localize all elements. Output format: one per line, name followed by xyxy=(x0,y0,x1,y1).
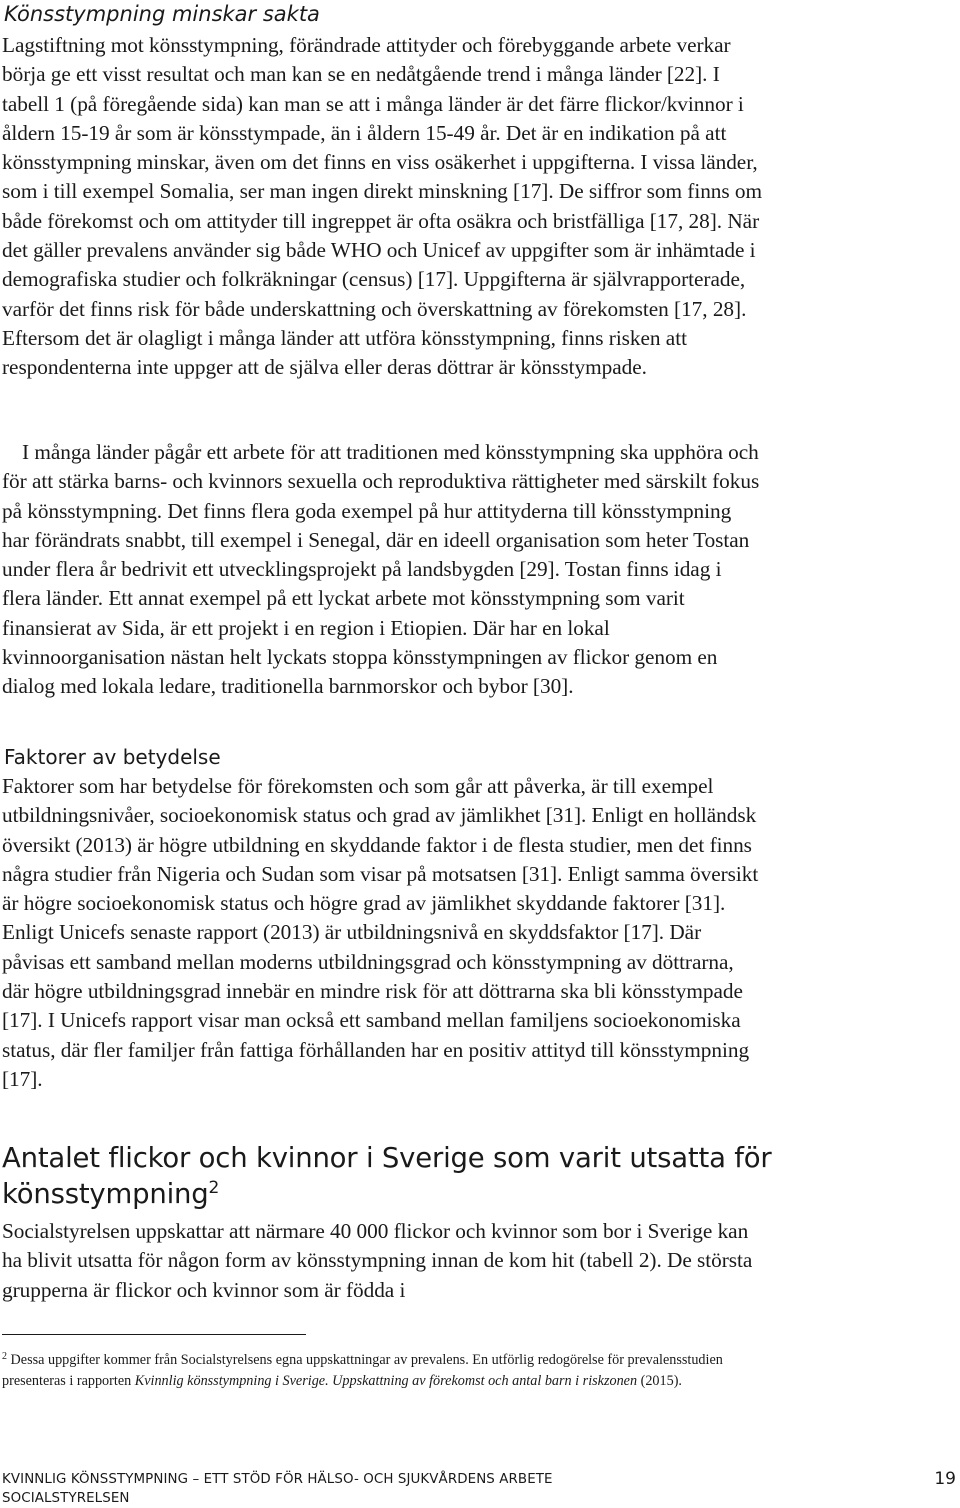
section-heading-konsstympning-minskar: Könsstympning minskar sakta xyxy=(4,2,320,26)
paragraph-faktorer-av-betydelse: Faktorer som har betydelse för förekomsten och som går att påverka, är till exempel utbildningsnivåer, socioekonomisk status och grad av jämlikhet [31]. Enligt en holländsk översikt (2013) är högre utbildning en skyddande faktor i de flesta studier, men det finns några studier från Nigeria och Sudan som visar på motsatsen [31]. Enligt samma översikt är högre socioekonomisk status och högre grad av jämlikhet skyddande faktorer [31]. Enligt Unicefs senaste rapport (2013) är utbildningsnivå en skyddsfaktor [17]. Där påvisas ett samband mellan moderns utbildningsgrad och könsstympning av döttrarna, där högre utbildningsgrad innebär en mindre risk för att döttrarna ska bli könsstympade [17]. I Unicefs rapport visar man också ett samband mellan familjens socioekonomiska status, där fler familjer från fattiga förhållanden har en positiv attityd till könsstympning [17]. xyxy=(2,774,759,1091)
paragraph-konsstympning-minskar: Lagstiftning mot könsstympning, förändrade attityder och förebyggande arbete verkar börja ge ett visst resultat och man kan se en nedåtgående trend i många länder [22]. I tabell 1 (på föregående sida) kan man se att i många länder är det färre flickor/kvinnor i åldern 15-19 år som är könsstympade, än i åldern 15-49 år. Det är en indikation på att könsstympning minskar, även om det finns en viss osäkerhet i uppgifterna. I vissa länder, som i till exempel Somalia, ser man ingen direkt minskning [17]. De siffror som finns om både förekomst och om attityder till ingreppet är ofta osäkra och bristfälliga [17, 28]. När det gäller prevalens använder sig både WHO och Unicef av uppgifter som är inhämtade i demografiska studier och folkräkningar (census) [17]. Uppgifterna är självrapporterade, varför det finns risk för både underskattning och överskattning av förekomsten [17, 28]. Eftersom det är olagligt i många länder att utföra könsstympning, finns risken att respondenterna inte uppger att de själva eller deras döttrar är könsstympade. xyxy=(2,33,763,380)
footnote-report-title: Kvinnlig könsstympning i Sverige. Uppskattning av förekomst och antal barn i riskzonen xyxy=(134,1373,638,1389)
footnote-divider xyxy=(2,1334,306,1335)
paragraph-antalet-flickor: Socialstyrelsen uppskattar att närmare 40 000 flickor och kvinnor som bor i Sverige kan ha blivit utsatta för någon form av könsstympning innan de kom hit (tabell 2). De största grupperna är flickor och kvinnor som är födda i xyxy=(2,1219,753,1302)
footer-title: KVINNLIG KÖNSSTYMPNING – ETT STÖD FÖR HÄLSO- OCH SJUKVÅRDENS ARBETE xyxy=(2,1472,553,1487)
section-heading-antalet-flickor-text: Antalet flickor och kvinnor i Sverige som varit utsatta för könsstympning xyxy=(2,1142,772,1210)
footer-publisher: SOCIALSTYRELSEN xyxy=(2,1491,130,1506)
footnote-number: 2 xyxy=(2,1351,7,1362)
paragraph-arbete-mot-konsstympning: I många länder pågår ett arbete för att traditionen med könsstympning ska upphöra och för att stärka barns- och kvinnors sexuella och reproduktiva rättigheter med särskilt fokus på könsstympning. Det finns flera goda exempel på hur attityderna till könsstympning har förändrats snabbt, till exempel i Senegal, där en ideell organisation som heter Tostan under flera år bedrivit ett utvecklingsprojekt på landsbygden [29]. Tostan finns idag i flera länder. Ett annat exempel på ett lyckat arbete mot könsstympning som varit finansierat av Sida, är ett projekt i en region i Etiopien. Där har en lokal kvinnoorganisation nästan helt lyckats stoppa könsstympningen av flickor genom en dialog med lokala ledare, traditionella barnmorskor och bybor [30]. xyxy=(2,440,760,699)
footnote xyxy=(2,1350,762,1392)
section-heading-faktorer-av-betydelse: Faktorer av betydelse xyxy=(4,745,221,769)
page-number: 19 xyxy=(934,1469,956,1489)
footnote-text-start: Dessa uppgifter kommer från Socialstyrelsens egna uppskattningar av prevalens. En utförlig redogörelse för prevalensstudien presenteras i rapporten xyxy=(2,1352,723,1389)
footnote-text-end: (2015). xyxy=(637,1373,682,1389)
section-heading-antalet-flickor xyxy=(2,1140,782,1212)
footnote-reference[interactable]: 2 xyxy=(208,1178,220,1198)
